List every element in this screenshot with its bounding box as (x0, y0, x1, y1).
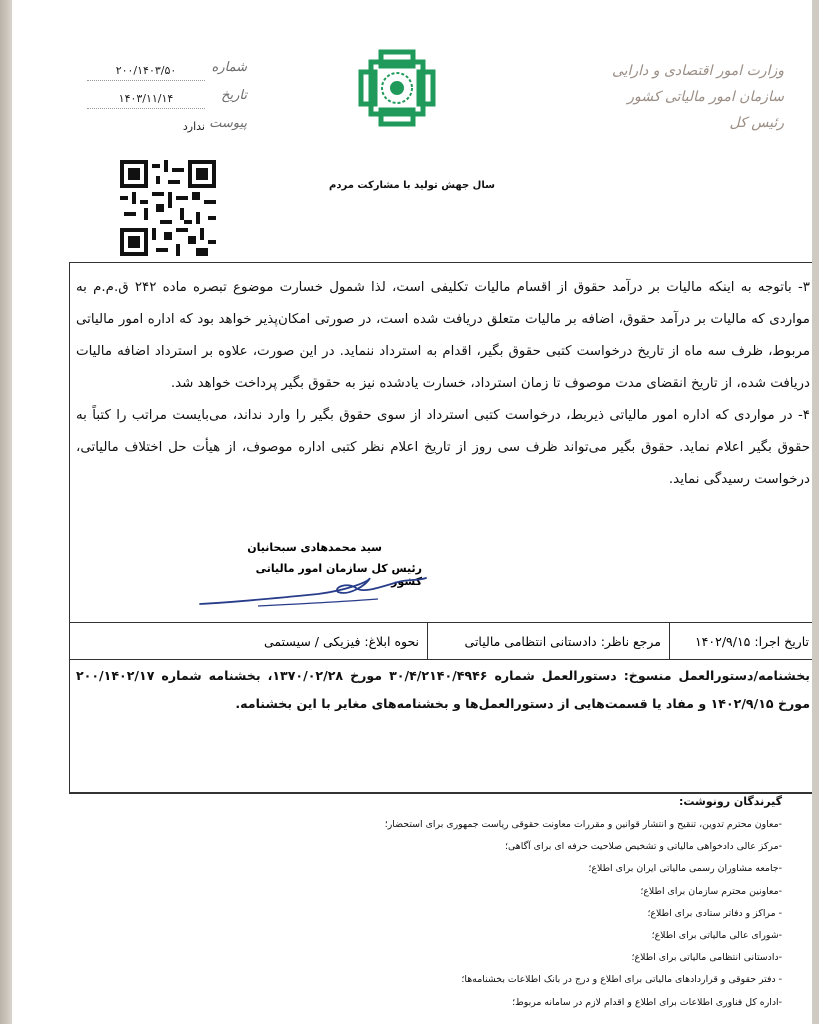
recipient-item: -شورای عالی مالیاتی برای اطلاع؛ (651, 929, 782, 941)
recipient-item: -معاونین محترم سازمان برای اطلاع؛ (640, 885, 782, 897)
recipients-title: گیرندگان رونوشت: (678, 795, 782, 808)
letter-date: ۱۴۰۳/۱۱/۱۴ (87, 92, 205, 109)
attachment-value: ندارد (182, 120, 205, 133)
attachment-label: پیوست (209, 116, 247, 131)
abrogated-note (76, 662, 810, 718)
ministry-line: وزارت امور اقتصادی و دارایی (611, 63, 784, 79)
supervising-authority: مرجع ناظر: دادستانی انتظامی مالیاتی (427, 623, 669, 659)
organization-line: سازمان امور مالیاتی کشور (627, 89, 784, 105)
head-line: رئیس کل (729, 115, 784, 131)
recipient-item: -جامعه مشاوران رسمی مالیاتی ایران برای اطلاع؛ (588, 863, 782, 875)
recipient-item: - مراکز و دفاتر ستادی برای اطلاع؛ (647, 907, 782, 919)
recipient-item: -اداره کل فناوری اطلاعات برای اطلاع و اقدام لازم در سامانه مربوط؛ (512, 996, 782, 1008)
signer-name: سید محمدهادی سبحانیان (247, 541, 382, 554)
handwritten-signature (198, 572, 428, 610)
section-divider (69, 792, 812, 794)
document-page (12, 0, 812, 1024)
date-label: تاریخ (221, 88, 247, 103)
recipient-item: -مرکز عالی دادخواهی مالیاتی و تشخیص صلاحیت حرفه ای برای آگاهی؛ (505, 841, 782, 853)
signer-title: رئیس کل سازمان امور مالیاتی کشور (255, 562, 422, 588)
letter-number: ۲۰۰/۱۴۰۳/۵۰ (87, 64, 205, 81)
year-slogan: سال جهش تولید با مشارکت مردم (329, 180, 495, 191)
copy-recipients (342, 795, 782, 1014)
circular-body (76, 272, 810, 496)
tax-organization-logo (357, 48, 437, 128)
execution-date: تاریخ اجرا: ۱۴۰۲/۹/۱۵ (669, 623, 812, 659)
abrogated-text: بخشنامه/دستورالعمل منسوخ: دستورالعمل شماره ۳۰/۴/۲۱۴۰/۴۹۴۶ مورخ ۱۳۷۰/۰۲/۲۸، بخشنامه شماره ۲۰۰/۱۴۰۲/۱۷ مورخ ۱۴۰۲/۹/۱۵ و مفاد یا قسمت‌هایی از دستورالعمل‌ها و بخشنامه‌های مغایر با این بخشنامه. (76, 668, 810, 711)
recipient-item: - دفتر حقوقی و قراردادهای مالیاتی برای اطلاع و درج در بانک اطلاعات بخشنامه‌ها؛ (461, 974, 782, 986)
notification-method: نحوه ابلاغ: فیزیکی / سیستمی (264, 633, 419, 649)
execution-info-row (69, 622, 812, 660)
letter-metadata (87, 60, 247, 144)
paragraph-3: ۳- باتوجه به اینکه مالیات بر درآمد حقوق از اقسام مالیات تکلیفی است، لذا شمول خسارت موضوع تبصره ماده ۲۴۲ ق.م.م به مواردی که مالیات بر درآمد حقوق، اضافه بر مالیات متعلق دریافت شده است، در صورتی امکان‌پذیر خواهد بود که اداره امور مالیاتی مربوط، ظرف سه ماه از تاریخ درخواست کتبی حقوق بگیر، اقدام به استرداد ننماید. در این صورت، علاوه بر استرداد اضافه مالیات دریافت شده، از تاریخ انقضای مدت موصوف تا زمان استرداد، خسارت یادشده نیز به حقوق بگیر پرداخت خواهد شد. (76, 280, 810, 391)
ministry-header (584, 58, 784, 136)
paragraph-4: ۴- در مواردی که اداره امور مالیاتی ذیربط، درخواست کتبی استرداد از سوی حقوق بگیر را وارد نداند، می‌بایست مراتب را کتباً به حقوق بگیر اعلام نماید. حقوق بگیر می‌تواند ظرف سی روز از تاریخ اعلام نظر کتبی اداره موصوف، از هیأت حل اختلاف مالیاتی، درخواست رسیدگی نماید. (76, 408, 810, 487)
number-label: شماره (211, 60, 247, 75)
qr-code (120, 160, 216, 256)
recipient-item: -دادستانی انتظامی مالیاتی برای اطلاع؛ (631, 952, 782, 964)
recipient-item: -معاون محترم تدوین، تنقیح و انتشار قوانین و مقررات معاونت حقوقی ریاست جمهوری برای استحضار؛ (384, 819, 782, 830)
page-edge-shadow (0, 0, 12, 1024)
